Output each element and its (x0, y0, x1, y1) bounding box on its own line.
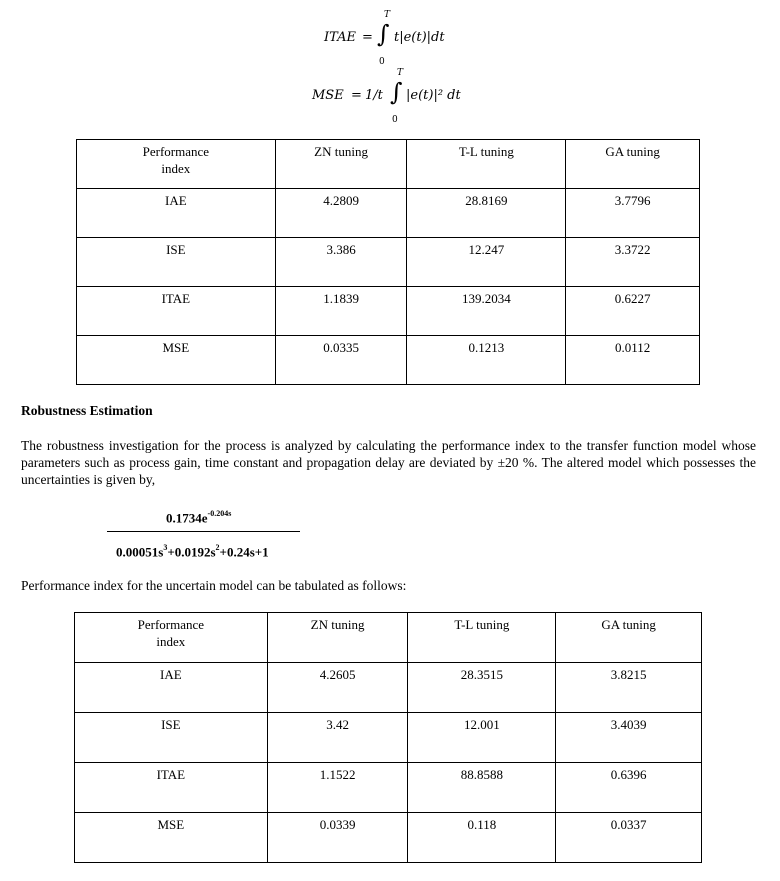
cell-tl: 12.001 (408, 713, 556, 763)
cell-ga: 0.0337 (556, 813, 702, 863)
header-ga-tuning: GA tuning (556, 613, 702, 663)
cell-zn: 0.0339 (267, 813, 408, 863)
tf-term: +0.24s+1 (219, 544, 269, 560)
row-label: IAE (75, 663, 268, 713)
cell-zn: 1.1839 (275, 287, 407, 336)
cell-ga: 0.0112 (566, 336, 700, 385)
cell-zn: 4.2605 (267, 663, 408, 713)
table-row (75, 713, 702, 763)
table-row (75, 663, 702, 713)
itae-lhs: ITAE (324, 30, 356, 45)
itae-equals: = (362, 30, 373, 45)
section-heading: Robustness Estimation (21, 403, 153, 418)
cell-zn: 1.1522 (267, 763, 408, 813)
header-performance-index (75, 613, 268, 663)
header-zn-tuning: ZN tuning (267, 613, 408, 663)
mse-upper-limit: T (397, 68, 404, 78)
fraction-bar (107, 531, 300, 532)
cell-tl: 139.2034 (407, 287, 566, 336)
cell-tl: 0.1213 (407, 336, 566, 385)
table-header-row (75, 613, 702, 663)
itae-upper-limit: T (384, 10, 391, 20)
row-label: ISE (77, 238, 276, 287)
tf-denominator (116, 544, 269, 560)
cell-ga: 0.6396 (556, 763, 702, 813)
cell-zn: 3.42 (267, 713, 408, 763)
row-label: MSE (77, 336, 276, 385)
table-row (77, 238, 700, 287)
cell-tl: 28.3515 (408, 663, 556, 713)
body-paragraph: The robustness investigation for the process is analyzed by calculating the performance index to the transfer function model whose parameters such as process gain, time constant and propagation delay are deviated by ±20 %. The altered model which possesses the uncertainties is given by, (21, 438, 756, 487)
cell-tl: 28.8169 (407, 189, 566, 238)
cell-tl: 0.118 (408, 813, 556, 863)
cell-zn: 3.386 (275, 238, 407, 287)
cell-tl: 12.247 (407, 238, 566, 287)
mse-lhs: MSE (312, 88, 344, 103)
performance-table-nominal (76, 139, 700, 385)
table-row (77, 189, 700, 238)
integral-icon: ∫ (390, 78, 403, 106)
header-tl-tuning: T-L tuning (407, 140, 566, 189)
mse-equals: = (351, 88, 362, 103)
header-tl-tuning: T-L tuning (408, 613, 556, 663)
itae-lower-limit: 0 (379, 57, 385, 67)
header-ga-tuning: GA tuning (566, 140, 700, 189)
cell-tl: 88.8588 (408, 763, 556, 813)
tf-numerator-coeff: 0.1734e (166, 510, 208, 526)
cell-zn: 4.2809 (275, 189, 407, 238)
table-header-row (77, 140, 700, 189)
row-label: ISE (75, 713, 268, 763)
mse-prefix: 1/t (365, 88, 383, 103)
cell-ga: 0.6227 (566, 287, 700, 336)
cell-ga: 3.3722 (566, 238, 700, 287)
table-row (77, 287, 700, 336)
table-intro: Performance index for the uncertain model can be tabulated as follows: (21, 578, 407, 593)
tf-term: 0.00051s (116, 544, 164, 560)
cell-ga: 3.4039 (556, 713, 702, 763)
mse-lower-limit: 0 (392, 115, 398, 125)
tf-term: +0.0192s (167, 544, 216, 560)
header-line: Performance (137, 617, 205, 632)
header-performance-index (77, 140, 276, 189)
header-line: index (161, 161, 191, 176)
row-label: MSE (75, 813, 268, 863)
table-row (75, 813, 702, 863)
table-row (75, 763, 702, 813)
header-zn-tuning: ZN tuning (275, 140, 407, 189)
row-label: IAE (77, 189, 276, 238)
integral-icon: ∫ (377, 20, 390, 48)
mse-integrand: |e(t)|² dt (406, 88, 461, 103)
cell-zn: 0.0335 (275, 336, 407, 385)
performance-table-uncertain (74, 612, 702, 863)
tf-exponent: 2 (215, 543, 220, 552)
header-line: index (156, 634, 186, 649)
tf-exponent: 3 (163, 543, 168, 552)
header-line: Performance (142, 144, 210, 159)
table-row (77, 336, 700, 385)
row-label: ITAE (77, 287, 276, 336)
itae-integrand: t|e(t)|dt (394, 30, 445, 45)
tf-numerator (166, 510, 231, 526)
cell-ga: 3.8215 (556, 663, 702, 713)
tf-numerator-exponent: -0.204s (207, 509, 232, 518)
cell-ga: 3.7796 (566, 189, 700, 238)
row-label: ITAE (75, 763, 268, 813)
